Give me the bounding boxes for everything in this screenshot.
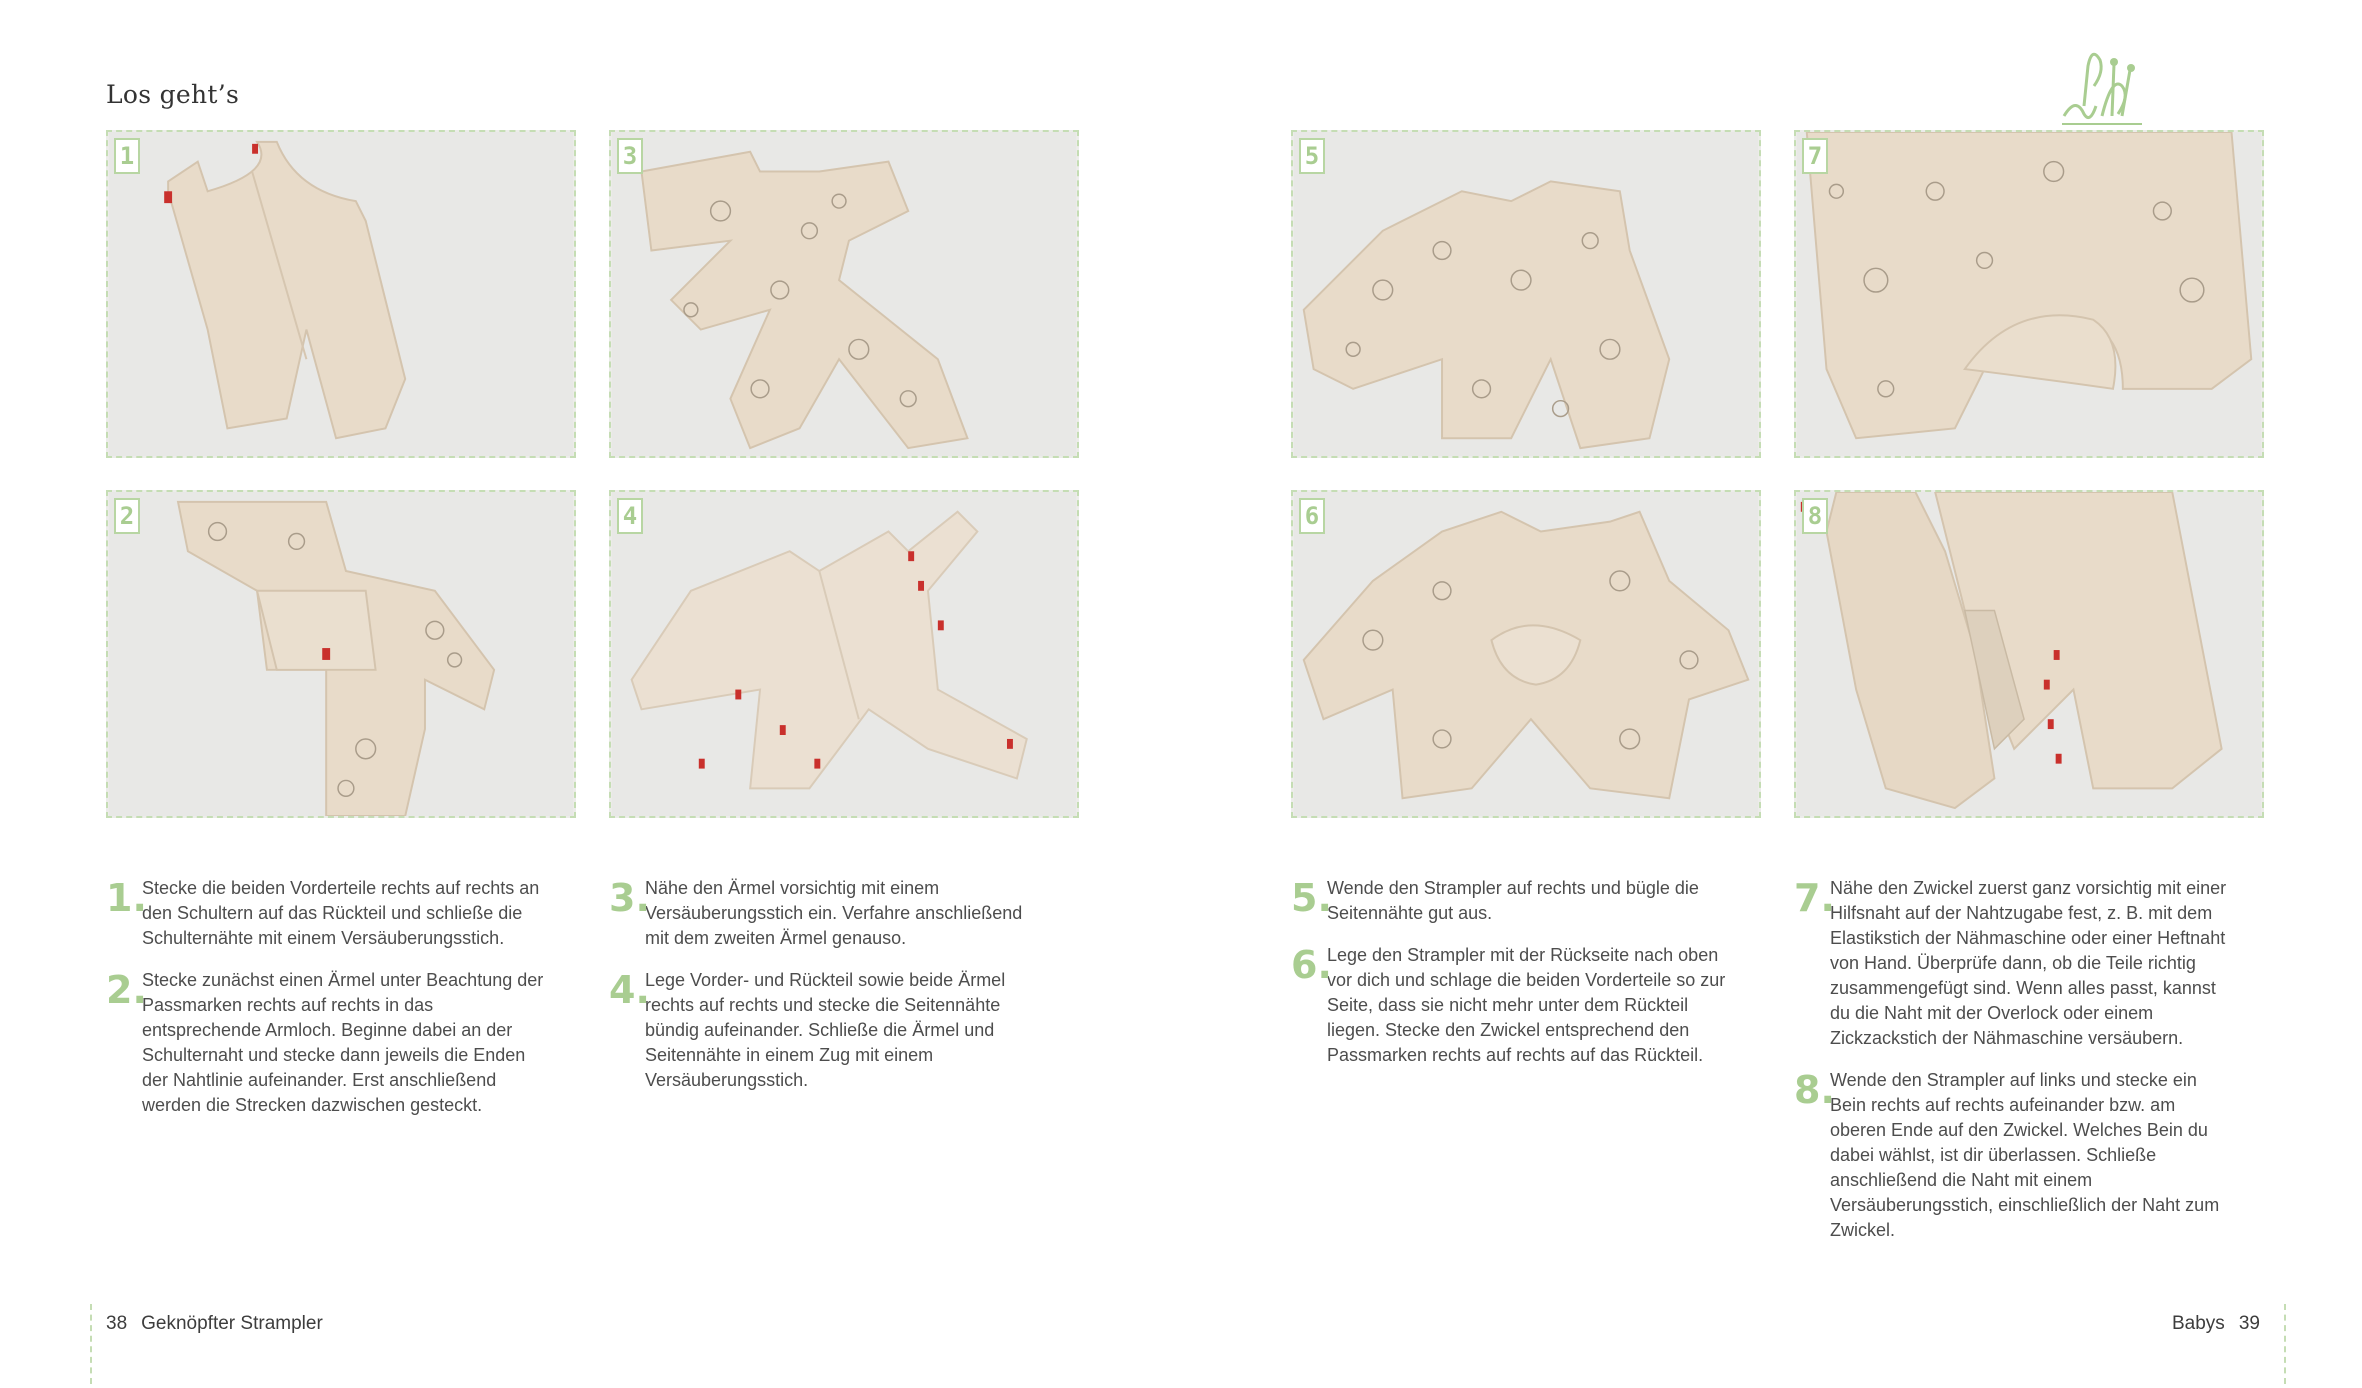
romper-back-gusset-pinned-image — [1293, 492, 1759, 816]
chapter-title-left: Geknöpfter Strampler — [141, 1313, 323, 1334]
step-number: 7. — [1794, 876, 1835, 920]
sewing-logo-icon — [2056, 36, 2146, 136]
footer-rule-right — [2284, 1304, 2286, 1384]
romper-sleeve-pinned-image — [108, 492, 574, 816]
romper-turned-right-side-image — [1293, 132, 1759, 456]
photo-number-badge: 7 — [1802, 138, 1828, 174]
step-photo-3 — [609, 130, 1079, 458]
step-photo-7 — [1794, 130, 2264, 458]
page-number-left: 38 — [106, 1313, 128, 1334]
step-text: Stecke die beiden Vorderteile rechts auf rechts an den Schultern auf das Rückteil und schließe die Schulternähte mit einem Versäuberungsstich. — [142, 878, 540, 948]
photo-number-badge: 5 — [1299, 138, 1325, 174]
step-text: Wende den Strampler auf links und stecke ein Bein rechts auf rechts aufeinander bzw. am oberen Ende auf den Zwickel. Welches Bein du dabei wählst, ist dir überlassen. Schließe anschließend die Naht mit einem Versäuberungsstich, einschließlich der Naht zum Zwickel. — [1830, 1070, 2220, 1240]
instruction-step-2 — [106, 968, 546, 1118]
instruction-step-4 — [609, 968, 1049, 1093]
photo-number-badge: 1 — [114, 138, 140, 174]
chapter-title-right: Babys — [2172, 1313, 2225, 1334]
photo-number-badge: 6 — [1299, 498, 1325, 534]
step-photo-1 — [106, 130, 576, 458]
step-photo-8 — [1794, 490, 2264, 818]
step-photo-4 — [609, 490, 1079, 818]
step-photo-6 — [1291, 490, 1761, 818]
romper-leg-seam-pinned-image — [1796, 492, 2262, 816]
step-text: Wende den Strampler auf rechts und bügle die Seitennähte gut aus. — [1327, 878, 1699, 923]
romper-side-seams-pinned-image — [611, 492, 1077, 816]
step-text: Lege den Strampler mit der Rückseite nach oben vor dich und schlage die beiden Vorderteile so zur Seite, dass sie nicht mehr unter dem Rückteil liegen. Stecke den Zwickel entsprechend den Passmarken rechts auf rechts auf das Rückteil. — [1327, 945, 1726, 1065]
page-number-right: 39 — [2238, 1313, 2260, 1334]
instruction-step-1 — [106, 876, 546, 951]
footer-right — [2172, 1313, 2274, 1335]
step-text: Nähe den Ärmel vorsichtig mit einem Versäuberungsstich ein. Verfahre anschließend mit dem zweiten Ärmel genauso. — [645, 878, 1023, 948]
instruction-step-8 — [1794, 1068, 2234, 1243]
step-number: 6. — [1291, 943, 1332, 987]
photo-number-badge: 2 — [114, 498, 140, 534]
romper-sleeves-sewn-image — [611, 132, 1077, 456]
step-number: 2. — [106, 968, 147, 1012]
romper-front-pieces-image — [108, 132, 574, 456]
photo-number-badge: 8 — [1802, 498, 1828, 534]
step-number: 3. — [609, 876, 650, 920]
step-text: Stecke zunächst einen Ärmel unter Beachtung der Passmarken rechts auf rechts in das entsprechende Armloch. Beginne dabei an der Schulternaht und stecke dann jeweils die Enden der Nahtlinie aufeinander. Erst anschließend werden die Strecken dazwischen gesteckt. — [142, 970, 544, 1115]
step-number: 5. — [1291, 876, 1332, 920]
photo-number-badge: 3 — [617, 138, 643, 174]
instruction-step-6 — [1291, 943, 1731, 1068]
photo-number-badge: 4 — [617, 498, 643, 534]
step-number: 4. — [609, 968, 650, 1012]
instruction-step-5 — [1291, 876, 1731, 926]
section-heading: Los geht’s — [106, 80, 240, 109]
step-text: Lege Vorder- und Rückteil sowie beide Ärmel rechts auf rechts und stecke die Seitennähte bündig aufeinander. Schließe die Ärmel und Seitennähte in einem Zug mit einem Versäuberungsstich. — [645, 970, 1006, 1090]
romper-crotch-gusset-image — [1796, 132, 2262, 456]
instruction-step-3 — [609, 876, 1049, 951]
step-text: Nähe den Zwickel zuerst ganz vorsichtig mit einer Hilfsnaht auf der Nahtzugabe fest, z. B. mit dem Elastikstich der Nähmaschine oder einer Heftnaht von Hand. Überprüfe dann, ob die Teile richtig zusammengefügt sind. Wenn alles passt, kannst du die Naht mit der Overlock oder einem Zickzackstich der Nähmaschine versäubern. — [1830, 878, 2227, 1048]
footer-left — [92, 1313, 323, 1335]
instruction-step-7 — [1794, 876, 2234, 1051]
step-number: 8. — [1794, 1068, 1835, 1112]
step-number: 1. — [106, 876, 147, 920]
step-photo-2 — [106, 490, 576, 818]
step-photo-5 — [1291, 130, 1761, 458]
